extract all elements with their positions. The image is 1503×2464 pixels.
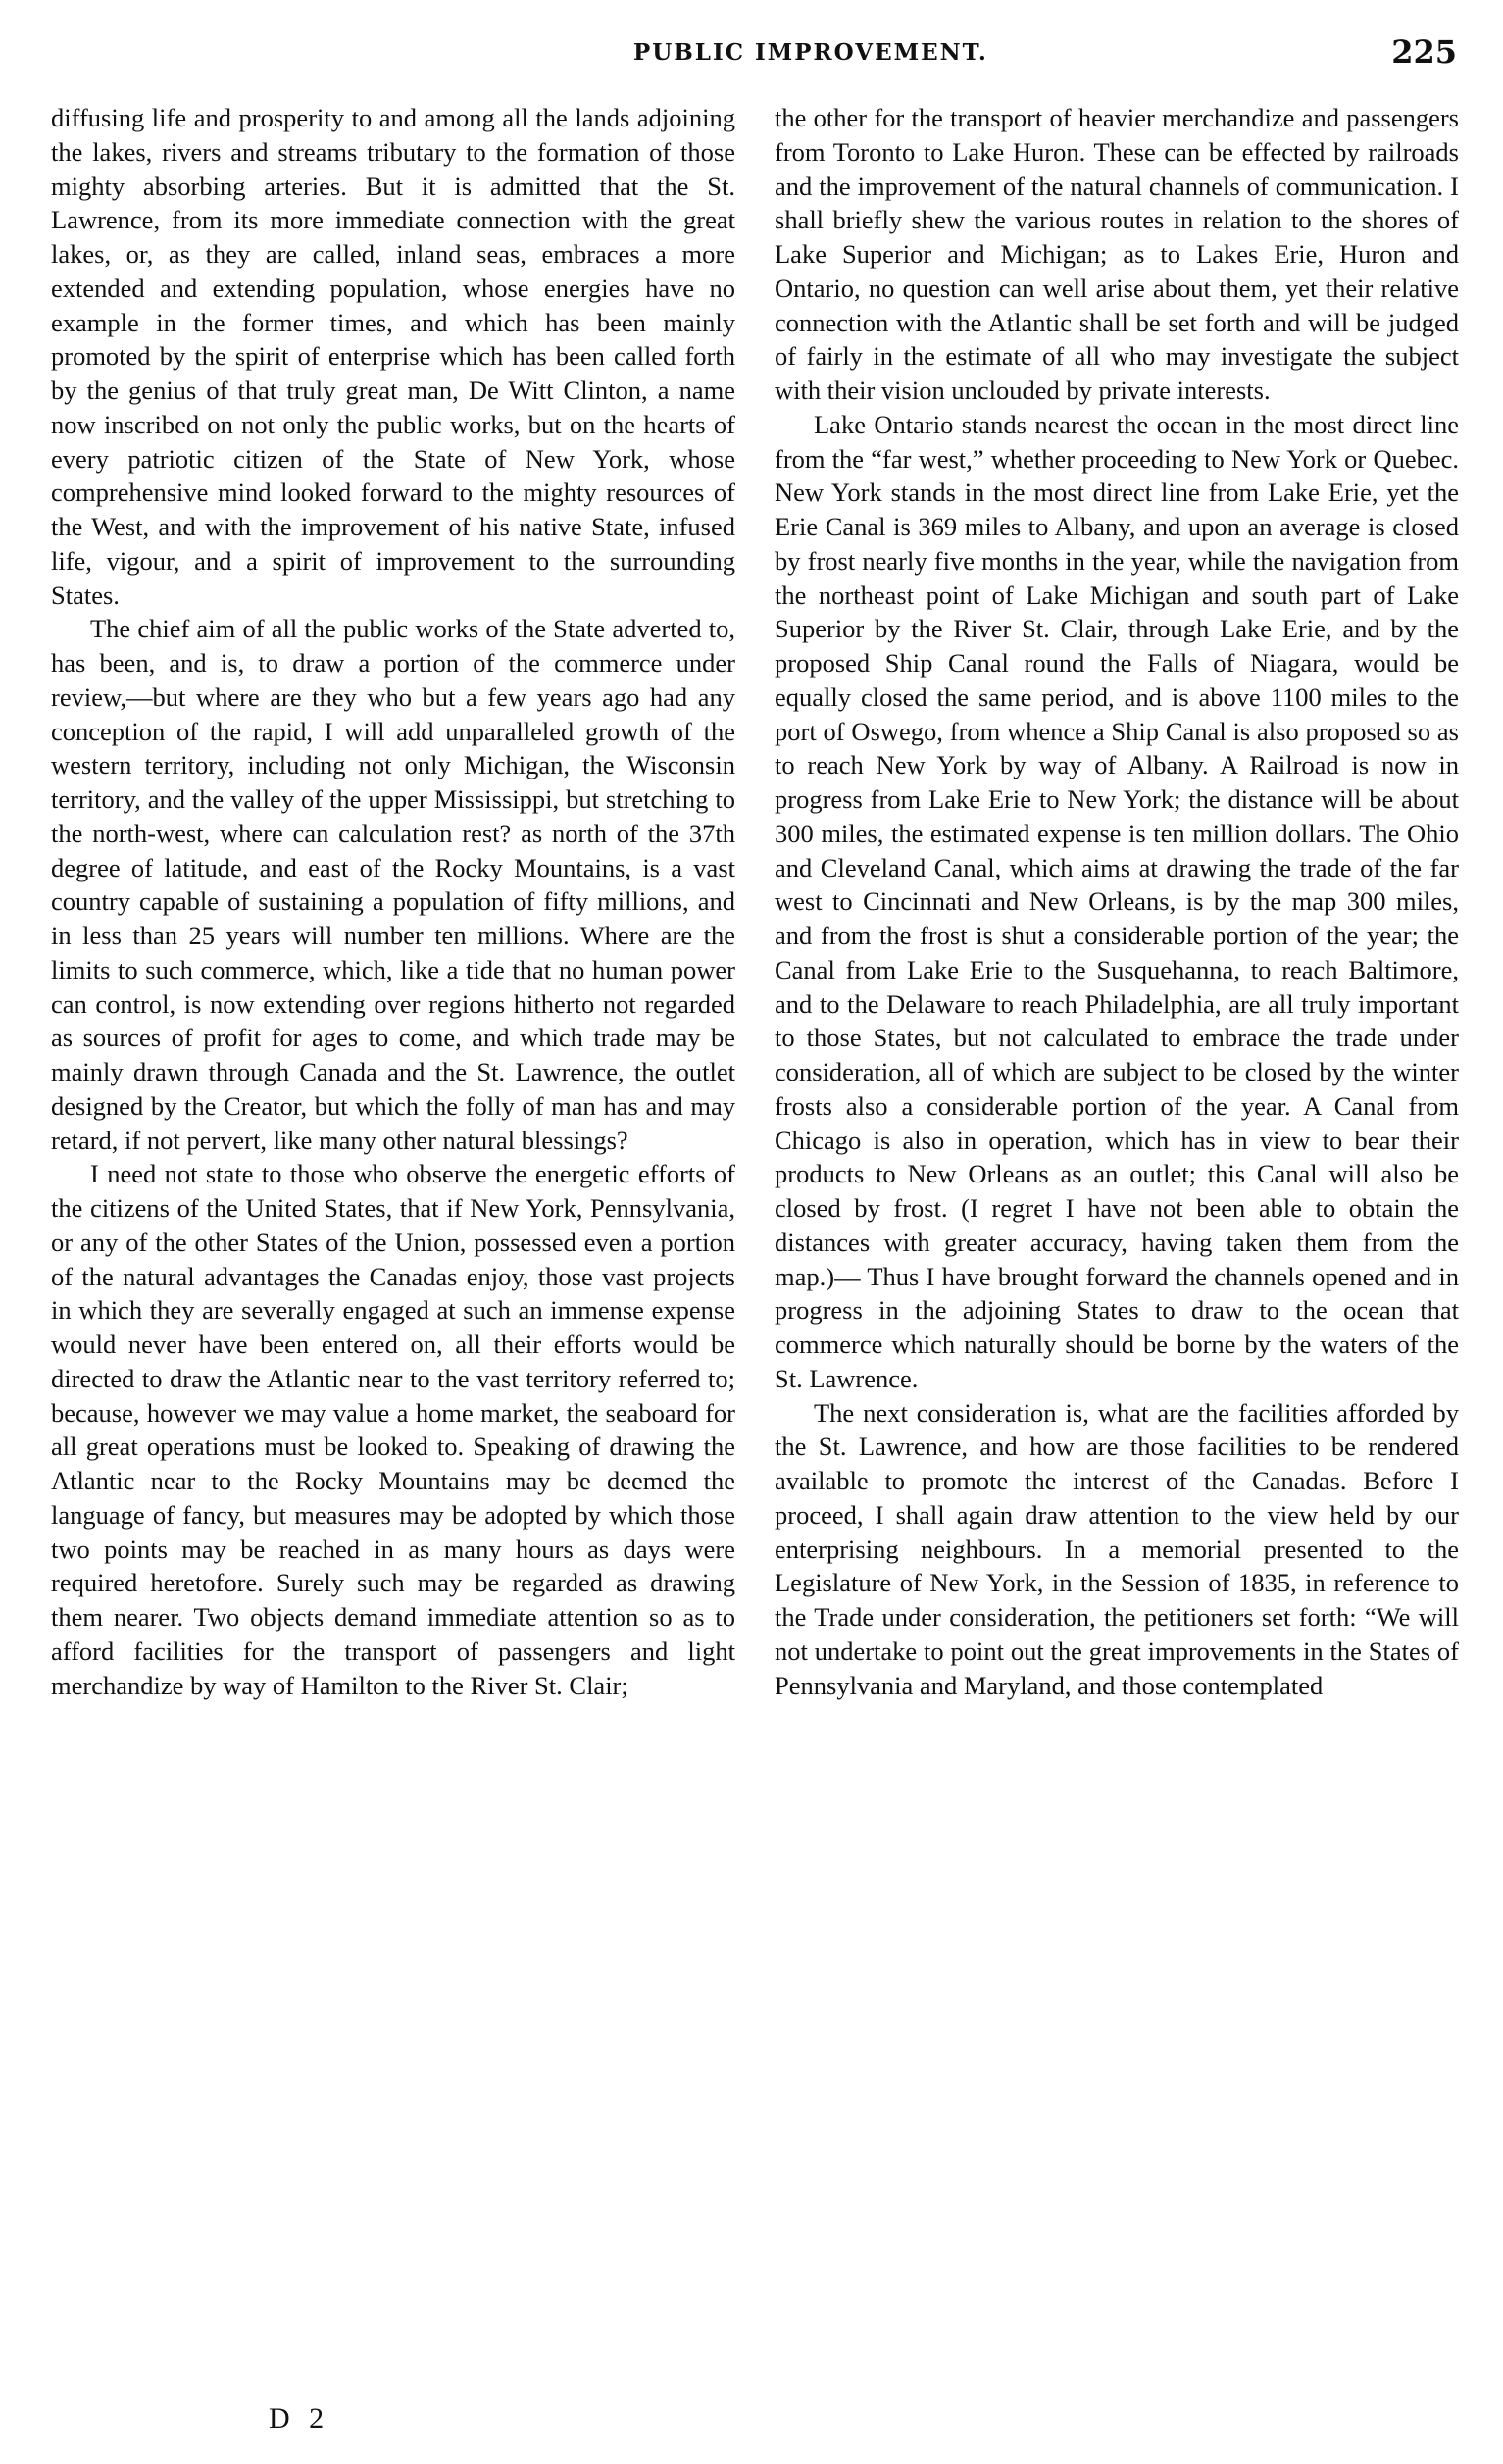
signature-mark: D 2 (269, 2402, 330, 2435)
running-head: PUBLIC IMPROVEMENT. (633, 39, 988, 66)
paragraph: the other for the transport of heavier merchandize and passengers from Toronto to Lake Huron. These can be effected by railroads and the improvement of the natural channels of communication. I shall briefly shew the various routes in relation to the shores of Lake Superior and Michigan; as to Lakes Erie, Huron and Ontario, no question can well arise about them, yet their relative connection with the Atlantic shall be set forth and will be judged of fairly in the estimate of all who may investigate the subject with their vision unclouded by private interests. (775, 103, 1459, 405)
left-column (51, 101, 735, 1702)
paragraph: I need not state to those who observe the energetic efforts of the citizens of the United States, that if New York, Pennsylvania, or any of the other States of the Union, possessed even a portion of the natural advantages the Canadas enjoy, those vast projects in which they are severally engaged at such an immense expense would never have been entered on, all their efforts would be directed to draw the Atlantic near to the vast territory referred to; because, however we may value a home market, the seaboard for all great operations must be looked to. Speaking of drawing the Atlantic near to the Rocky Mountains may be deemed the language of fancy, but measures may be adopted by which those two points may be reached in as many hours as days were required heretofore. Surely such may be regarded as drawing them nearer. Two objects demand immediate attention so as to afford facilities for the transport of passengers and light merchandize by way of Hamilton to the River St. Clair; (51, 1159, 735, 1700)
page-header (45, 33, 1457, 82)
paragraph: The next consideration is, what are the facilities afforded by the St. Lawrence, and how are those facilities to be rendered available to promote the interest of the Canadas. Before I proceed, I shall again draw attention to the view held by our enterprising neighbours. In a memorial presented to the Legislature of New York, in the Session of 1835, in reference to the Trade under consideration, the petitioners set forth: “We will not undertake to point out the great improvements in the States of Pennsylvania and Maryland, and those contemplated (775, 1397, 1459, 1700)
right-column (775, 101, 1459, 1702)
page-number: 225 (1391, 33, 1457, 71)
paragraph: Lake Ontario stands nearest the ocean in the most direct line from the “far west,” whether proceeding to New York or Quebec. New York stands in the most direct line from Lake Erie, yet the Erie Canal is 369 miles to Albany, and upon an average is closed by frost nearly five months in the year, while the navigation from the northeast point of Lake Michigan and south part of Lake Superior by the River St. Clair, through Lake Erie, and by the proposed Ship Canal round the Falls of Niagara, would be equally closed the same period, and is above 1100 miles to the port of Oswego, from whence a Ship Canal is also proposed so as to reach New York by way of Albany. A Railroad is now in progress from Lake Erie to New York; the distance will be about 300 miles, the estimated expense is ten million dollars. The Ohio and Cleveland Canal, which aims at drawing the trade of the far west to Cincinnati and New Orleans, is by the map 300 miles, and from the frost is shut a considerable portion of the year; the Canal from Lake Erie to the Susquehanna, to reach Baltimore, and to the Delaware to reach Philadelphia, are all truly important to those States, but not calculated to embrace the trade under consideration, all of which are subject to be closed by the winter frosts also a considerable portion of the year. A Canal from Chicago is also in operation, which has in view to bear their products to New Orleans as an outlet; this Canal will also be closed by frost. (I regret I have not been able to obtain the distances with greater accuracy, having taken them from the map.)— Thus I have brought forward the channels opened and in progress in the adjoining States to draw to the ocean that commerce which naturally should be borne by the waters of the St. Lawrence. (775, 409, 1459, 1393)
paragraph: diffusing life and prosperity to and among all the lands adjoining the lakes, rivers and streams tributary to the formation of those mighty absorbing arteries. But it is admitted that the St. Lawrence, from its more immediate connection with the great lakes, or, as they are called, inland seas, embraces a more extended and extending population, whose energies have no example in the former times, and which has been mainly promoted by the spirit of enterprise which has been called forth by the genius of that truly great man, De Witt Clinton, a name now inscribed on not only the public works, but on the hearts of every patriotic citizen of the State of New York, whose comprehensive mind looked forward to the mighty resources of the West, and with the improvement of his native State, infused life, vigour, and a spirit of improvement to the surrounding States. (51, 103, 735, 610)
paragraph: The chief aim of all the public works of the State adverted to, has been, and is, to draw a portion of the commerce under review,—but where are they who but a few years ago had any conception of the rapid, I will add unparalleled growth of the western territory, including not only Michigan, the Wisconsin territory, and the valley of the upper Mississippi, but stretching to the north-west, where can calculation rest? as north of the 37th degree of latitude, and east of the Rocky Mountains, is a vast country capable of sustaining a population of fifty millions, and in less than 25 years will number ten millions. Where are the limits to such commerce, which, like a tide that no human power can control, is now extending over regions hitherto not regarded as sources of profit for ages to come, and which trade may be mainly drawn through Canada and the St. Lawrence, the outlet designed by the Creator, but which the folly of man has and may retard, if not pervert, like many other natural blessings? (51, 614, 735, 1155)
